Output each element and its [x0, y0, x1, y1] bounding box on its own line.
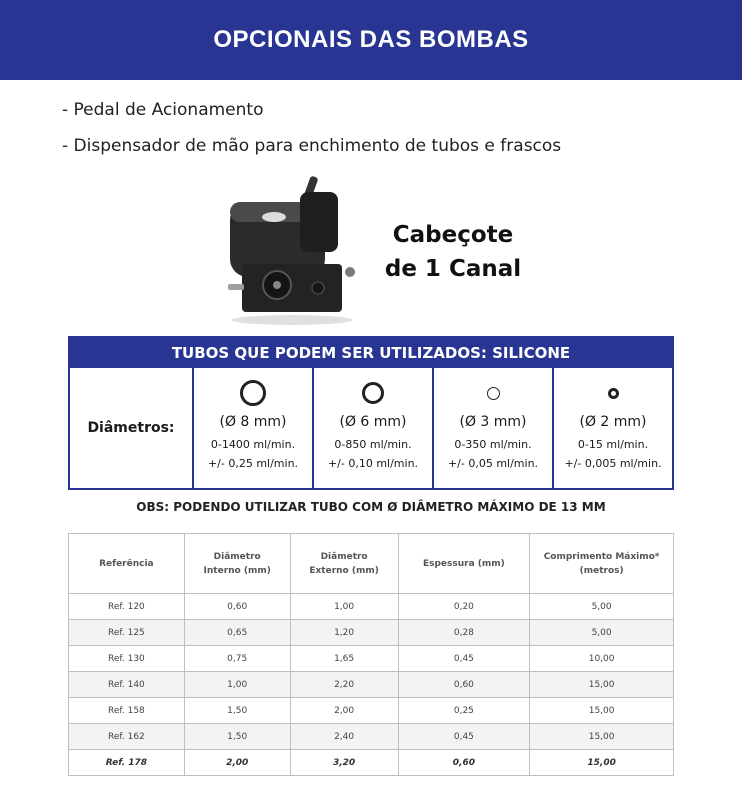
table-cell: 15,00 — [530, 698, 674, 724]
tube-ring-icon — [362, 382, 384, 404]
options-list — [62, 98, 561, 170]
table-cell: 3,20 — [290, 750, 398, 776]
table-cell: Ref. 120 — [69, 594, 185, 620]
table-cell: 0,75 — [184, 646, 290, 672]
tube-ring-icon — [608, 388, 619, 399]
table-row — [69, 672, 674, 698]
table-cell: 0,20 — [398, 594, 530, 620]
table-cell: 5,00 — [530, 620, 674, 646]
header-banner — [0, 0, 742, 80]
table-cell: 1,50 — [184, 698, 290, 724]
tube-column — [314, 368, 434, 488]
pump-head-image — [222, 172, 362, 327]
table-cell: 2,00 — [184, 750, 290, 776]
tube-tolerance: +/- 0,25 ml/min. — [207, 457, 299, 470]
table-cell: 15,00 — [530, 724, 674, 750]
tube-diameter: (Ø 8 mm) — [219, 414, 287, 430]
table-cell: 0,60 — [398, 672, 530, 698]
tube-column — [434, 368, 554, 488]
tube-column — [554, 368, 672, 488]
table-cell: 0,25 — [398, 698, 530, 724]
tube-ring-icon — [487, 387, 500, 400]
tube-rate: 0-850 ml/min. — [334, 438, 412, 451]
tube-rate: 0-1400 ml/min. — [210, 438, 296, 451]
table-cell: 0,65 — [184, 620, 290, 646]
table-cell: 1,50 — [184, 724, 290, 750]
table-cell: 1,65 — [290, 646, 398, 672]
table-cell: Ref. 130 — [69, 646, 185, 672]
tube-rate: 0-350 ml/min. — [454, 438, 532, 451]
option-item: - Pedal de Acionamento — [62, 100, 264, 120]
table-cell: 2,40 — [290, 724, 398, 750]
option-item: - Dispensador de mão para enchimento de tubos e frascos — [62, 136, 562, 156]
table-cell: 5,00 — [530, 594, 674, 620]
table-cell: 15,00 — [530, 750, 674, 776]
table-cell: 2,20 — [290, 672, 398, 698]
column-header: Diâmetro Interno (mm) — [184, 534, 290, 594]
table-row — [69, 594, 674, 620]
tube-diameter: (Ø 3 mm) — [459, 414, 527, 430]
table-row — [69, 620, 674, 646]
table-cell: Ref. 162 — [69, 724, 185, 750]
table-cell: 0,60 — [184, 594, 290, 620]
tube-ring-icon — [240, 380, 266, 406]
tube-diameter: (Ø 6 mm) — [339, 414, 407, 430]
table-cell: Ref. 178 — [69, 750, 185, 776]
table-header-row — [69, 534, 674, 594]
tube-diameter: (Ø 2 mm) — [579, 414, 647, 430]
tubes-header: TUBOS QUE PODEM SER UTILIZADOS: SILICONE — [70, 338, 672, 368]
tube-tolerance: +/- 0,05 ml/min. — [447, 457, 539, 470]
page-title: OPCIONAIS DAS BOMBAS — [213, 26, 529, 53]
obs-note: OBS: PODENDO UTILIZAR TUBO COM Ø DIÂMETRO MÁXIMO DE 13 MM — [136, 500, 606, 514]
table-row — [69, 750, 674, 776]
reference-table — [68, 533, 674, 776]
table-row — [69, 724, 674, 750]
table-row — [69, 698, 674, 724]
table-cell: 2,00 — [290, 698, 398, 724]
tube-column — [194, 368, 314, 488]
table-cell: 0,45 — [398, 646, 530, 672]
table-cell: Ref. 140 — [69, 672, 185, 698]
column-header: Espessura (mm) — [398, 534, 530, 594]
tubes-table — [68, 336, 674, 490]
table-cell: 1,20 — [290, 620, 398, 646]
table-cell: 1,00 — [184, 672, 290, 698]
column-header: Diâmetro Externo (mm) — [290, 534, 398, 594]
table-cell: 15,00 — [530, 672, 674, 698]
table-cell: Ref. 125 — [69, 620, 185, 646]
table-cell: 10,00 — [530, 646, 674, 672]
pump-head-line1: Cabeçote — [392, 222, 514, 248]
diameters-label: Diâmetros: — [70, 368, 194, 488]
pump-head-line2: de 1 Canal — [384, 256, 522, 282]
tube-rate: 0-15 ml/min. — [577, 438, 649, 451]
table-cell: 0,60 — [398, 750, 530, 776]
table-cell: 0,45 — [398, 724, 530, 750]
tube-tolerance: +/- 0,10 ml/min. — [327, 457, 419, 470]
column-header: Comprimento Máximo* (metros) — [530, 534, 674, 594]
tube-tolerance: +/- 0,005 ml/min. — [564, 457, 662, 470]
table-cell: 1,00 — [290, 594, 398, 620]
table-row — [69, 646, 674, 672]
pump-head-title — [368, 218, 538, 286]
table-cell: 0,28 — [398, 620, 530, 646]
table-cell: Ref. 158 — [69, 698, 185, 724]
column-header: Referência — [69, 534, 185, 594]
